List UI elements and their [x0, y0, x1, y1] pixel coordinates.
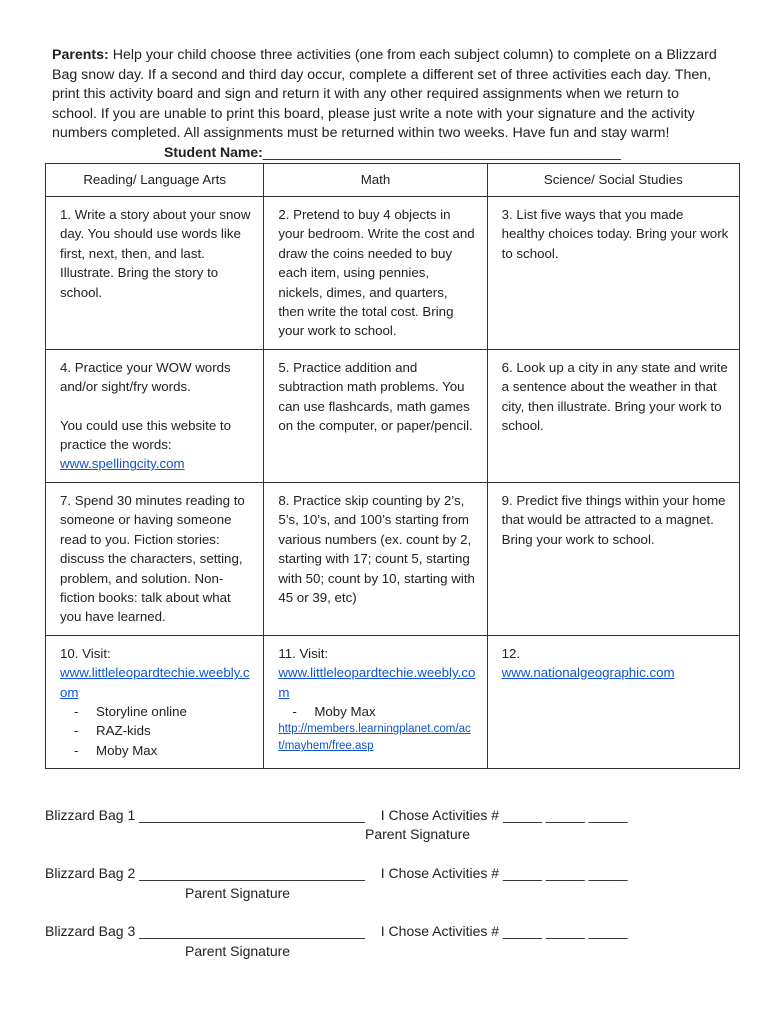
activity-board [45, 163, 740, 769]
table-row [46, 349, 740, 482]
student-name-row [164, 143, 621, 161]
table-row [46, 635, 740, 768]
list-item: - Moby Max [74, 741, 253, 760]
table-row [46, 482, 740, 635]
activity-4 [46, 349, 264, 482]
blizzard-bag-2-row [45, 864, 628, 882]
activity-6: 6. Look up a city in any state and write a sentence about the weather in that city, then illustrate. Bring your work to school. [487, 349, 739, 482]
parent-signature-caption-1: Parent Signature [365, 826, 471, 842]
chose-activities-label-1: I Chose Activities # [380, 807, 500, 823]
activity-10-list [60, 702, 253, 760]
parent-signature-line-3[interactable]: _____________________________ [139, 923, 365, 939]
activity-4-website-text: You could use this website to practice the words: [60, 417, 232, 453]
table-row [46, 197, 740, 350]
activity-4-text: 4. Practice your WOW words and/or sight/fry words. [60, 359, 231, 395]
parent-signature-caption-3: Parent Signature [185, 943, 291, 959]
activity-number-blanks-1[interactable]: _____ _____ _____ [502, 807, 628, 823]
list-item: - Storyline online [74, 702, 253, 721]
blizzard-bag-1-row [45, 806, 628, 824]
instructions-text: Help your child choose three activities (one from each subject column) to complete on a Blizzard Bag snow day. If a second and third day occur, complete a different set of three activities each day. Then, print this activity board and sign and return it with any other required assignments when we return to school. If you are unable to print this board, please just write a note with your signature and the activity numbers completed. All assignments must be returned within two weeks. Have fun and stay warm! [52, 47, 717, 142]
blizzard-bag-1-label: Blizzard Bag 1 [45, 807, 136, 823]
activity-12 [487, 635, 739, 768]
chose-activities-label-3: I Chose Activities # [380, 923, 500, 939]
blizzard-bag-2-label: Blizzard Bag 2 [45, 865, 136, 881]
littleleopard-link-10[interactable]: www.littleleopardtechie.weebly.com [60, 665, 250, 700]
blizzard-bag-3-label: Blizzard Bag 3 [45, 923, 136, 939]
nationalgeographic-link[interactable]: www.nationalgeographic.com [501, 665, 675, 681]
activity-5: 5. Practice addition and subtraction math problems. You can use flashcards, math games on the computer, or paper/pencil. [264, 349, 487, 482]
littleleopard-link-11[interactable]: www.littleleopardtechie.weebly.com [278, 665, 476, 700]
activity-2: 2. Pretend to buy 4 objects in your bedroom. Write the cost and draw the coins needed to buy each item, using pennies, nickels, dimes, and quarters, then write the total cost. Bring your work to school. [264, 197, 487, 350]
parent-instructions [52, 46, 724, 144]
learningplanet-link[interactable]: http://members.learningplanet.com/act/mayhem/free.asp [278, 723, 471, 753]
activity-8: 8. Practice skip counting by 2’s, 5’s, 10’s, and 100’s starting from various numbers (ex. count by 2, starting with 17; count 5, starting with 50; count by 10, starting with 45 or 39, etc) [264, 482, 487, 635]
parents-lead: Parents: [52, 47, 109, 63]
activity-12-text: 12. [501, 645, 521, 661]
activity-number-blanks-3[interactable]: _____ _____ _____ [502, 923, 628, 939]
header-row [46, 164, 740, 197]
list-item: - RAZ-kids [74, 721, 253, 740]
activity-11-text: 11. Visit: [278, 645, 329, 661]
activity-10 [46, 635, 264, 768]
student-name-label: Student Name: [164, 144, 263, 160]
blizzard-bag-3-row [45, 922, 628, 940]
parent-signature-line-1[interactable]: _____________________________ [139, 807, 365, 823]
parent-signature-caption-2: Parent Signature [185, 885, 291, 901]
activity-10-text: 10. Visit: [60, 645, 111, 661]
activity-3: 3. List five ways that you made healthy choices today. Bring your work to school. [487, 197, 739, 350]
parent-signature-line-2[interactable]: _____________________________ [139, 865, 365, 881]
activity-9: 9. Predict five things within your home that would be attracted to a magnet. Bring your work to school. [487, 482, 739, 635]
header-reading: Reading/ Language Arts [46, 164, 264, 197]
activity-11-list [278, 702, 476, 721]
student-name-line[interactable]: ______________________________________________ [262, 144, 621, 160]
activity-1: 1. Write a story about your snow day. You should use words like first, next, then, and last. Illustrate. Bring the story to school. [46, 197, 264, 350]
header-science: Science/ Social Studies [487, 164, 739, 197]
activity-11 [264, 635, 487, 768]
header-math: Math [264, 164, 487, 197]
chose-activities-label-2: I Chose Activities # [380, 865, 500, 881]
spellingcity-link[interactable]: www.spellingcity.com [60, 456, 185, 472]
activity-7: 7. Spend 30 minutes reading to someone or having someone read to you. Fiction stories: discuss the characters, setting, problem, and solution. Non-fiction books: talk about what you have learned. [46, 482, 264, 635]
activity-number-blanks-2[interactable]: _____ _____ _____ [502, 865, 628, 881]
list-item: - Moby Max [292, 702, 476, 721]
